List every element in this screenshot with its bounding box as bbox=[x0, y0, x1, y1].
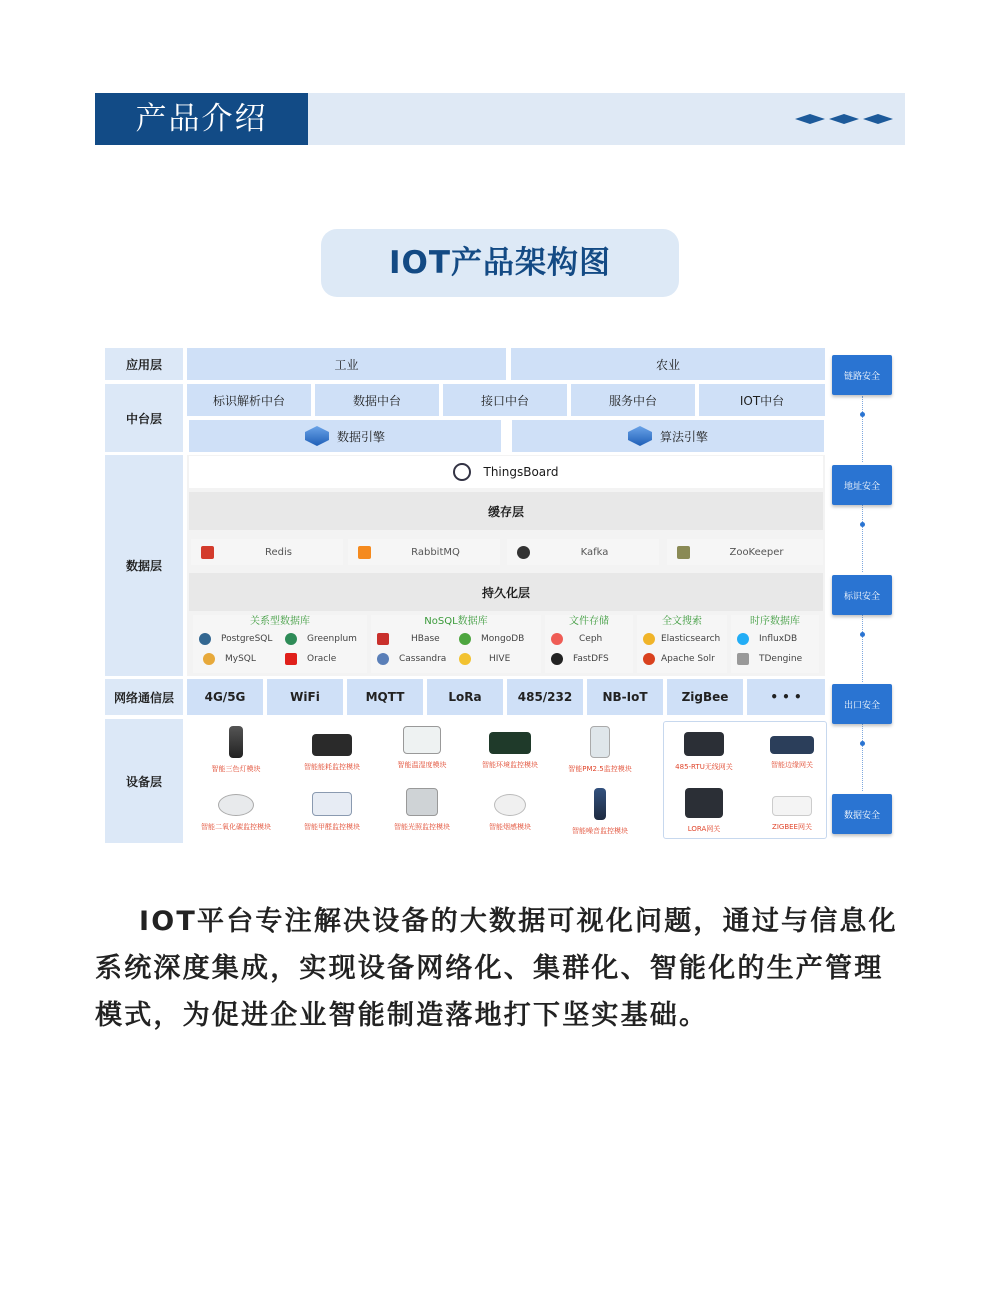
persistence-layer: 持久化层 bbox=[189, 573, 823, 611]
gateway-label: LORA网关 bbox=[687, 825, 721, 833]
platform-interface: 接口中台 bbox=[443, 384, 567, 416]
device-item bbox=[471, 788, 549, 832]
cassandra-icon bbox=[377, 653, 389, 665]
db-group-title: 时序数据库 bbox=[750, 616, 800, 627]
db-item-label: Elasticsearch bbox=[661, 634, 721, 644]
zookeeper-icon bbox=[677, 546, 690, 559]
smoke-detector-icon bbox=[494, 794, 526, 816]
db-item-label: MySQL bbox=[225, 654, 256, 664]
engine-data bbox=[189, 420, 501, 452]
device-label: 智能二氧化碳监控模块 bbox=[201, 823, 271, 831]
engine-algorithm bbox=[512, 420, 824, 452]
platform-service: 服务中台 bbox=[571, 384, 695, 416]
layer-label-network: 网络通信层 bbox=[105, 679, 183, 715]
ceph-icon bbox=[551, 633, 563, 645]
device-label: 智能能耗监控模块 bbox=[304, 763, 360, 771]
connector-dot bbox=[860, 741, 865, 746]
edge-gateway-icon bbox=[770, 736, 814, 754]
middleware-redis bbox=[191, 539, 343, 565]
security-connector bbox=[862, 615, 863, 682]
router-icon bbox=[684, 732, 724, 756]
middleware-label: RabbitMQ bbox=[411, 546, 460, 558]
noise-monitor-icon bbox=[594, 788, 606, 820]
db-group-title: 关系型数据库 bbox=[250, 616, 310, 627]
device-label: 智能甲醛监控模块 bbox=[304, 823, 360, 831]
platform-data: 数据中台 bbox=[315, 384, 439, 416]
page-title: 产品介绍 bbox=[95, 93, 308, 145]
pm25-monitor-icon bbox=[590, 726, 610, 758]
layer-label-application: 应用层 bbox=[105, 348, 183, 380]
db-item bbox=[551, 631, 602, 647]
lora-gateway-icon bbox=[685, 788, 723, 818]
db-item bbox=[377, 631, 440, 647]
db-item bbox=[285, 651, 336, 667]
architecture-diagram bbox=[105, 348, 895, 843]
db-group-fulltext bbox=[637, 615, 727, 673]
db-group-file-storage bbox=[545, 615, 633, 673]
mysql-icon bbox=[203, 653, 215, 665]
github-icon bbox=[551, 653, 563, 665]
energy-monitor-icon bbox=[312, 734, 352, 756]
section-title: IOT产品架构图 bbox=[321, 229, 679, 297]
environment-monitor-icon bbox=[489, 732, 531, 754]
device-item bbox=[561, 726, 639, 774]
decorative-diamonds bbox=[795, 114, 893, 124]
gateway-label: 智能边缘网关 bbox=[771, 761, 813, 769]
greenplum-icon bbox=[285, 633, 297, 645]
connector-dot bbox=[860, 632, 865, 637]
gateway-item bbox=[753, 726, 831, 770]
formaldehyde-monitor-icon bbox=[312, 792, 352, 816]
network-zigbee: ZigBee bbox=[667, 679, 743, 715]
db-item bbox=[203, 651, 256, 667]
middleware-label: ZooKeeper bbox=[729, 546, 784, 558]
influxdb-icon bbox=[737, 633, 749, 645]
device-item bbox=[197, 788, 275, 832]
device-item bbox=[383, 726, 461, 770]
elasticsearch-icon bbox=[643, 633, 655, 645]
security-address: 地址安全 bbox=[832, 465, 892, 505]
db-item bbox=[643, 651, 715, 667]
cube-icon bbox=[305, 426, 329, 446]
layer-label-device: 设备层 bbox=[105, 719, 183, 843]
network-wifi: WiFi bbox=[267, 679, 343, 715]
device-item bbox=[383, 788, 461, 832]
platform-iot: IOT中台 bbox=[699, 384, 825, 416]
db-group-title: NoSQL数据库 bbox=[424, 616, 488, 627]
device-item bbox=[293, 788, 371, 832]
diamond-icon bbox=[795, 114, 825, 124]
tdengine-icon bbox=[737, 653, 749, 665]
redis-icon bbox=[201, 546, 214, 559]
device-item bbox=[197, 726, 275, 774]
app-industry: 工业 bbox=[187, 348, 506, 380]
cube-icon bbox=[628, 426, 652, 446]
db-item-label: PostgreSQL bbox=[221, 634, 273, 644]
layer-label-middle: 中台层 bbox=[105, 384, 183, 452]
light-monitor-icon bbox=[406, 788, 438, 816]
security-egress: 出口安全 bbox=[832, 684, 892, 724]
rabbitmq-icon bbox=[358, 546, 371, 559]
gateway-label: ZIGBEE网关 bbox=[772, 823, 812, 831]
thingsboard-icon bbox=[453, 463, 471, 481]
db-item-label: FastDFS bbox=[573, 654, 609, 664]
layer-label-data: 数据层 bbox=[105, 455, 183, 676]
gateway-item bbox=[753, 788, 831, 832]
device-item bbox=[561, 788, 639, 836]
db-item bbox=[737, 631, 797, 647]
gateway-item bbox=[665, 788, 743, 834]
middleware-rabbitmq bbox=[348, 539, 500, 565]
tricolor-lamp-icon bbox=[229, 726, 243, 758]
db-group-nosql bbox=[371, 615, 541, 673]
db-item bbox=[199, 631, 272, 647]
device-label: 智能PM2.5监控模块 bbox=[568, 765, 632, 773]
hive-icon bbox=[459, 653, 471, 665]
device-label: 智能三色灯模块 bbox=[211, 765, 261, 773]
db-item-label: Cassandra bbox=[399, 654, 447, 664]
middleware-label: Redis bbox=[265, 546, 292, 558]
network-lora: LoRa bbox=[427, 679, 503, 715]
hbase-icon bbox=[377, 633, 389, 645]
security-identifier: 标识安全 bbox=[832, 575, 892, 615]
db-item-label: Greenplum bbox=[307, 634, 357, 644]
db-item bbox=[377, 651, 446, 667]
gateway-label: 485-RTU无线网关 bbox=[675, 763, 733, 771]
solr-icon bbox=[643, 653, 655, 665]
engine-algorithm-label: 算法引擎 bbox=[659, 429, 708, 444]
db-item-label: MongoDB bbox=[481, 634, 525, 644]
device-label: 智能环境监控模块 bbox=[482, 761, 538, 769]
device-item bbox=[293, 726, 371, 772]
oracle-icon bbox=[285, 653, 297, 665]
network-more: • • • bbox=[747, 679, 825, 715]
db-item-label: Oracle bbox=[307, 654, 337, 664]
security-link: 链路安全 bbox=[832, 355, 892, 395]
description-paragraph: IOT平台专注解决设备的大数据可视化问题，通过与信息化系统深度集成，实现设备网络化、集群化、智能化的生产管理模式，为促进企业智能制造落地打下坚实基础。 bbox=[95, 906, 898, 1031]
engine-data-label: 数据引擎 bbox=[336, 429, 385, 444]
connector-dot bbox=[860, 412, 865, 417]
mongodb-icon bbox=[459, 633, 471, 645]
thingsboard-row bbox=[189, 456, 823, 488]
diamond-icon bbox=[829, 114, 859, 124]
network-nbiot: NB-IoT bbox=[587, 679, 663, 715]
network-4g5g: 4G/5G bbox=[187, 679, 263, 715]
security-connector bbox=[862, 396, 863, 462]
thingsboard-label: ThingsBoard bbox=[483, 465, 559, 479]
platform-identifier: 标识解析中台 bbox=[187, 384, 311, 416]
db-item bbox=[459, 651, 510, 667]
security-connector bbox=[862, 505, 863, 572]
co2-monitor-icon bbox=[218, 794, 254, 816]
db-item bbox=[737, 651, 802, 667]
zigbee-gateway-icon bbox=[772, 796, 812, 816]
db-group-title: 文件存储 bbox=[569, 616, 609, 627]
device-label: 智能烟感模块 bbox=[489, 823, 531, 831]
postgresql-icon bbox=[199, 633, 211, 645]
middleware-kafka bbox=[507, 539, 659, 565]
network-485: 485/232 bbox=[507, 679, 583, 715]
cache-layer: 缓存层 bbox=[189, 492, 823, 530]
db-item-label: Ceph bbox=[579, 634, 603, 644]
app-agriculture: 农业 bbox=[511, 348, 825, 380]
network-mqtt: MQTT bbox=[347, 679, 423, 715]
db-item-label: Apache Solr bbox=[661, 654, 715, 664]
db-item-label: TDengine bbox=[759, 654, 803, 664]
diamond-icon bbox=[863, 114, 893, 124]
header-banner bbox=[95, 93, 905, 145]
security-data: 数据安全 bbox=[832, 794, 892, 834]
device-label: 智能温湿度模块 bbox=[397, 761, 447, 769]
db-group-timeseries bbox=[731, 615, 819, 673]
device-label: 智能光照监控模块 bbox=[394, 823, 450, 831]
db-item bbox=[285, 631, 357, 647]
connector-dot bbox=[860, 522, 865, 527]
db-group-relational bbox=[193, 615, 367, 673]
db-item-label: HBase bbox=[411, 634, 440, 644]
device-label: 智能噪音监控模块 bbox=[572, 827, 628, 835]
db-item bbox=[551, 651, 609, 667]
device-item bbox=[471, 726, 549, 770]
middleware-label: Kafka bbox=[580, 546, 609, 558]
middleware-zookeeper bbox=[667, 539, 823, 565]
db-item bbox=[643, 631, 720, 647]
db-item bbox=[459, 631, 524, 647]
temp-humidity-icon bbox=[403, 726, 441, 754]
gateway-item bbox=[665, 726, 743, 772]
db-item-label: InfluxDB bbox=[759, 634, 798, 644]
db-item-label: HIVE bbox=[489, 654, 511, 664]
db-group-title: 全文搜索 bbox=[662, 616, 702, 627]
kafka-icon bbox=[517, 546, 530, 559]
security-connector bbox=[862, 724, 863, 791]
